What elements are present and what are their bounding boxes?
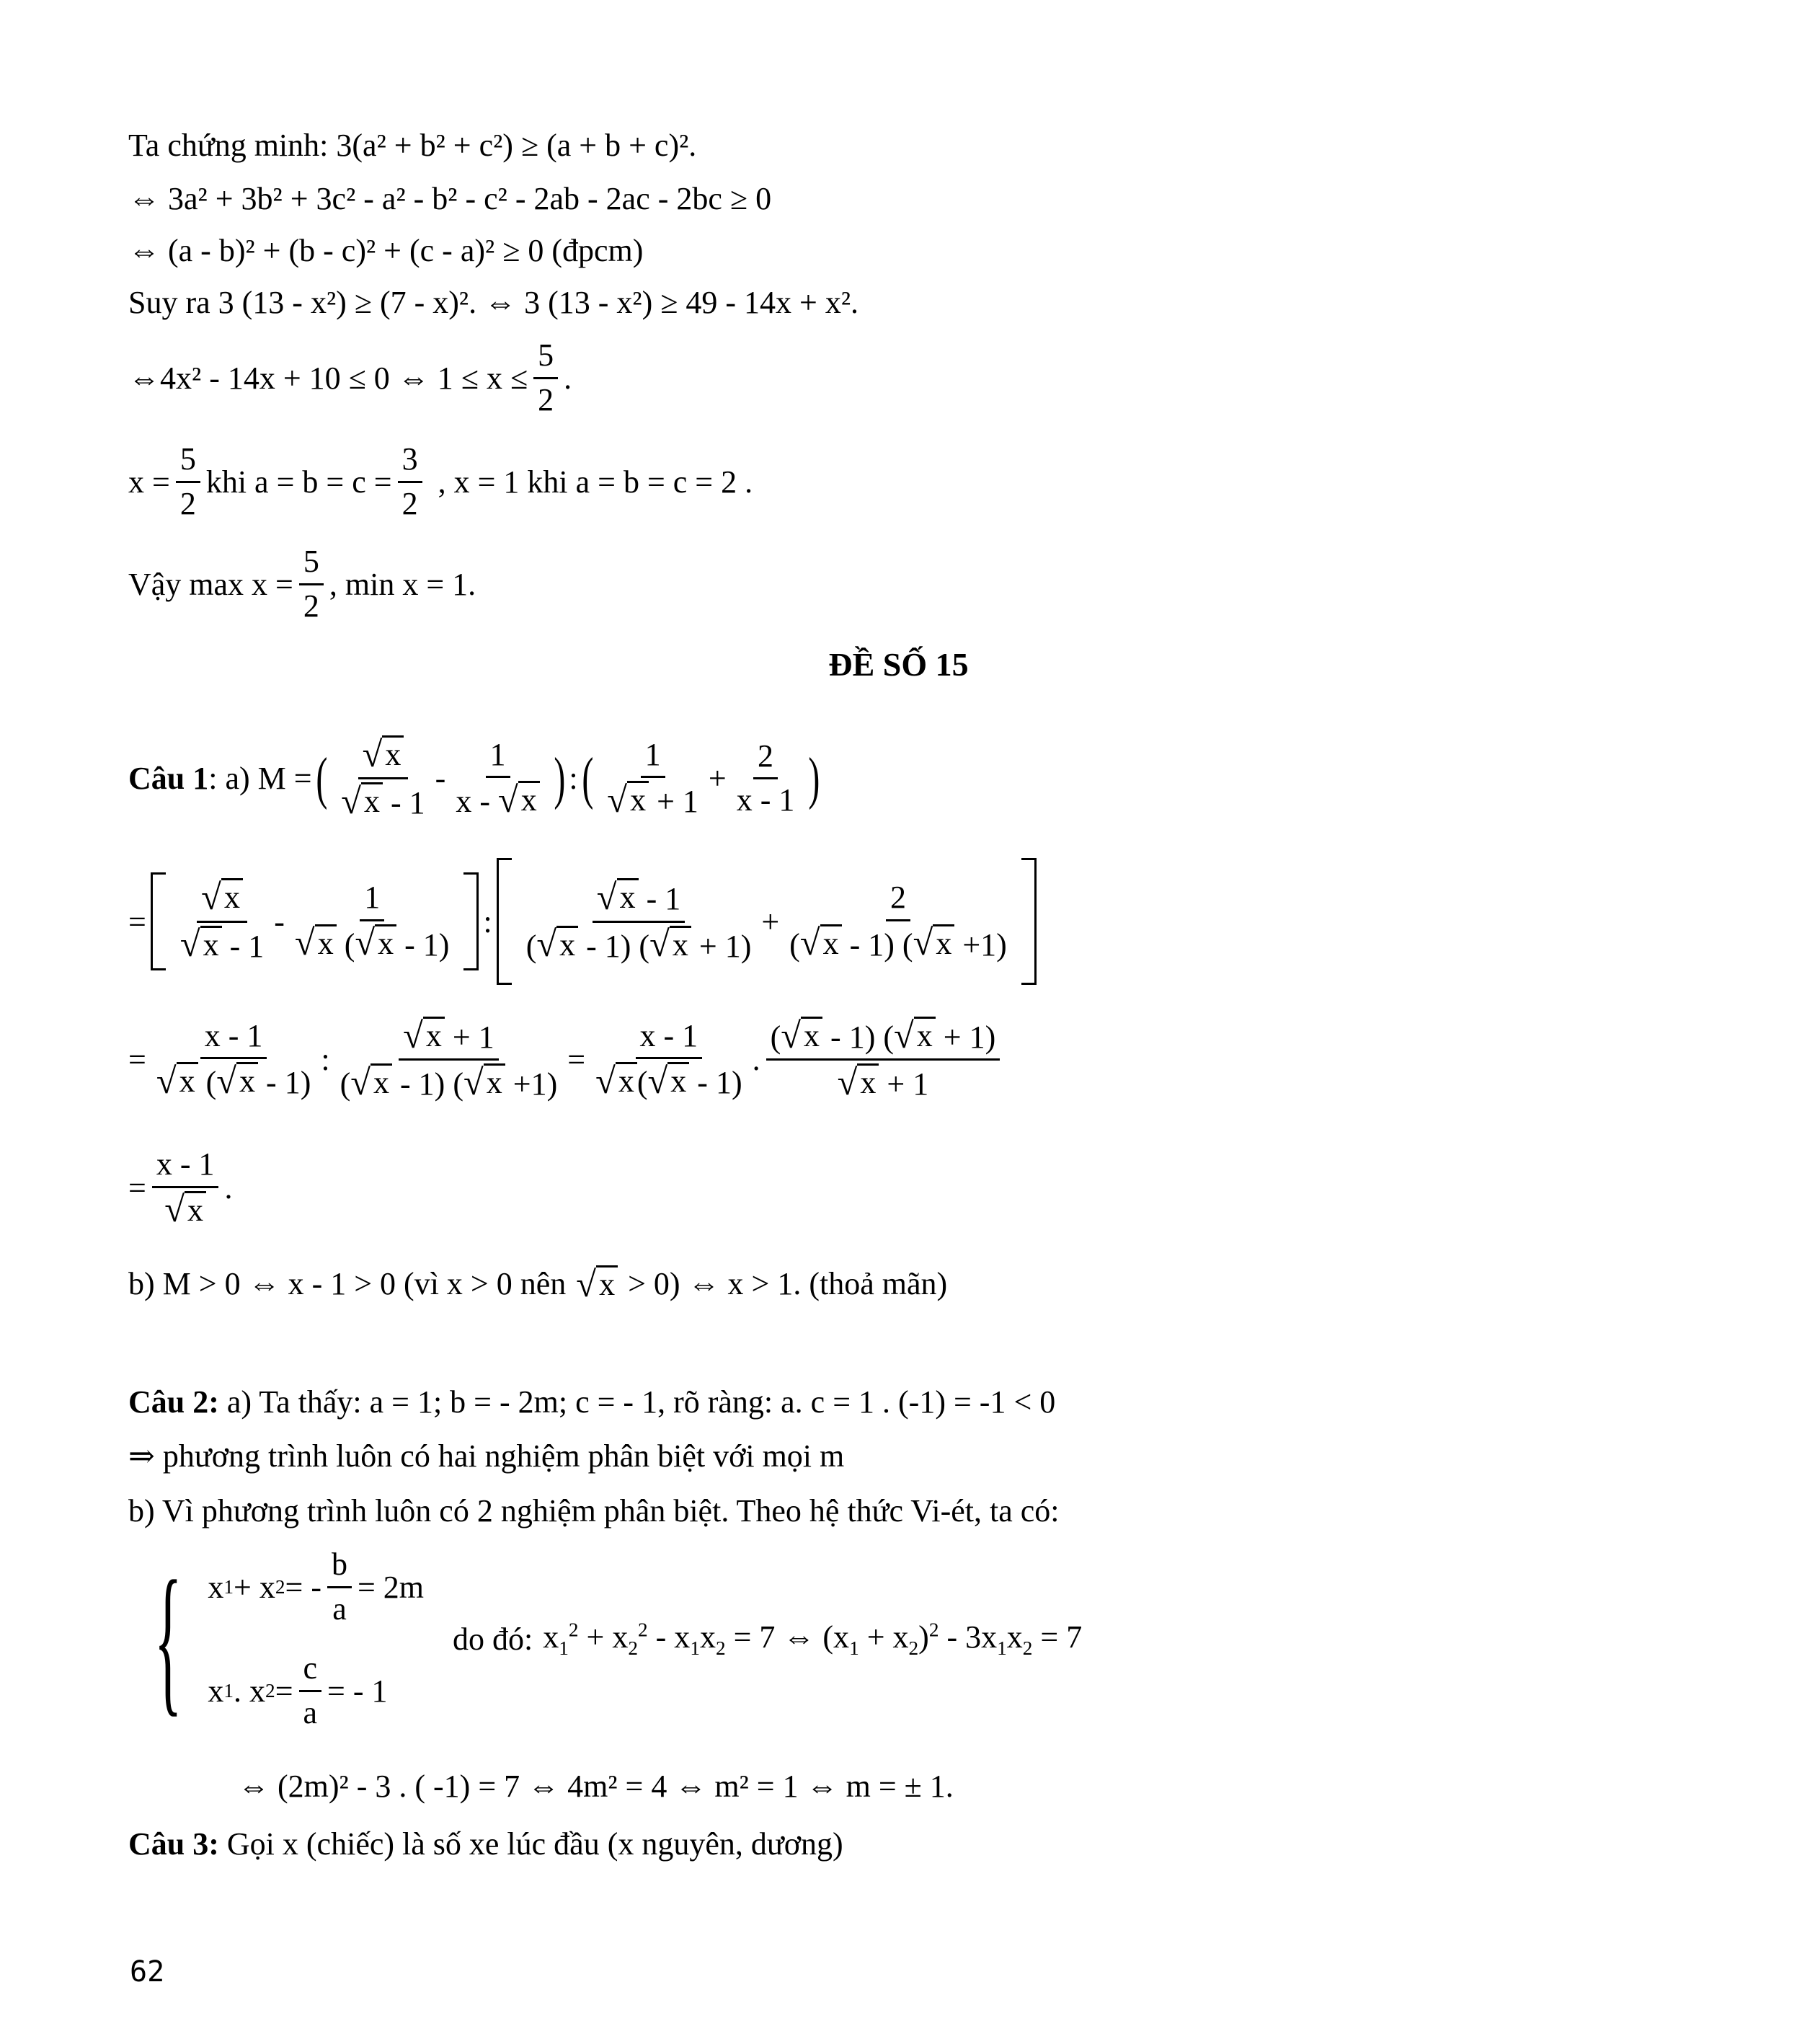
text-line: ⇒ phương trình luôn có hai nghiệm phân biệt với mọi m	[128, 1438, 845, 1474]
fraction: 1 x - √ x	[451, 737, 543, 820]
fraction: x - 1 √ x ( √ x - 1)	[156, 1017, 311, 1102]
text-line: b) Vì phương trình luôn có 2 nghiệm phân biệt. Theo hệ thức Vi-ét, ta có:	[128, 1493, 1060, 1528]
text-line	[128, 1381, 1055, 1424]
text-fragment: ⇔4x² - 14x + 10 ≤ 0 ⇔ 1 ≤ x ≤	[128, 360, 528, 396]
text-fragment: , x = 1 khi a = b = c = 2 .	[438, 464, 753, 500]
equation-line: = √ x √ x - 1 - 1 √ x ( √ x - 1) : √ x - 1 ( √ x - 1) ( √ x + 1) + 2 ( √ x - 1) ( √ x +1)	[128, 858, 1041, 985]
fraction: $\frac{5}{2}$	[176, 441, 200, 522]
text-fragment: Vậy max x =	[128, 566, 293, 602]
text-fragment: Gọi x (chiếc) là số xe lúc đầu (x nguyên, dương)	[226, 1826, 843, 1862]
equation-line: = x - 1 √ x ( √ x - 1) : √ x + 1 ( √ x - 1) ( √ x +1) = x - 1 √ x ( √ x - 1) . ( √ x - 1) ( √ x + 1) √ x + 1	[128, 1017, 1006, 1103]
text-line: ⇔ (a - b)² + (b - c)² + (c - a)² ≥ 0 (đpcm)	[128, 233, 644, 268]
page-number: 62	[130, 1955, 165, 1988]
fraction: √ x + 1 ( √ x - 1) ( √ x +1)	[340, 1014, 558, 1103]
fraction: √ x √ x - 1	[341, 733, 425, 822]
text-line: Ta chứng minh: 3(a² + b² + c²) ≥ (a + b + c)².	[128, 128, 697, 163]
equation-line	[128, 337, 572, 418]
fraction: $\frac{2}{x - 1}$	[736, 738, 795, 818]
fraction: $\frac{5}{2}$	[299, 544, 324, 624]
fraction: 1 √ x + 1	[607, 736, 698, 820]
equation-line: Câu 1 : a) M = ( √ x √ x - 1 - 1 x - √ x ) : ( 1 √ x + 1 + $\frac{2}{x - 1}$ )	[128, 733, 820, 822]
text-line	[128, 1823, 843, 1866]
text-line: ⇔ 3a² + 3b² + 3c² - a² - b² - c² - 2ab - 2ac - 2bc ≥ 0	[128, 181, 772, 216]
text-fragment: > 0) ⇔ x > 1. (thoả mãn)	[628, 1266, 948, 1302]
fraction: $\frac{3}{2}$	[398, 441, 422, 522]
question-label: Câu 3:	[128, 1826, 219, 1862]
fraction: ( √ x - 1) ( √ x + 1) √ x + 1	[766, 1017, 1000, 1103]
equation-line	[128, 441, 753, 522]
text-fragment: b) M > 0 ⇔ x - 1 > 0 (vì x > 0 nên	[128, 1266, 567, 1302]
text-line: ⇔ (2m)² - 3 . ( -1) = 7 ⇔ 4m² = 4 ⇔ m² = 1 ⇔ m = ± 1.	[238, 1769, 954, 1804]
text-fragment: a) Ta thấy: a = 1; b = - 2m; c = - 1, rõ ràng: a. c = 1 . (-1) = -1 < 0	[226, 1384, 1056, 1420]
equation-line: = x - 1 √ x .	[128, 1146, 233, 1230]
fraction: 1 √ x ( √ x - 1)	[294, 880, 450, 963]
fraction: $\frac{5}{2}$	[533, 337, 558, 418]
fraction: √ x - 1 ( √ x - 1) ( √ x + 1)	[525, 876, 752, 965]
fraction: 2 ( √ x - 1) ( √ x +1)	[789, 880, 1007, 963]
text-fragment: : a) M =	[208, 761, 312, 797]
vieta-system: { x 1 + x 2 = - $\frac{b}{a}$ = 2m x 1 . x 2 = $\frac{c}{a}$ = - 1 do đó: $x_1^2 + x_2^2 - x_1x_2 = 7$ ⇔ $(x_1 + x_2)^2 - 3x_1x_2 = 7$	[154, 1547, 1083, 1731]
question-label: Câu 1	[128, 761, 209, 797]
equation-line: b) M > 0 ⇔ x - 1 > 0 (vì x > 0 nên √ x > 0) ⇔ x > 1. (thoả mãn)	[128, 1263, 948, 1304]
equation-line	[128, 544, 476, 624]
text-fragment: , min x = 1.	[329, 566, 476, 602]
fraction: x - 1 √ x	[152, 1146, 219, 1230]
text-fragment: .	[564, 360, 572, 396]
text-line: Suy ra 3 (13 - x²) ≥ (7 - x)². ⇔ 3 (13 - x²) ≥ 49 - 14x + x².	[128, 285, 859, 320]
fraction: √ x √ x - 1	[179, 876, 265, 965]
fraction: x - 1 √ x ( √ x - 1)	[595, 1017, 742, 1102]
question-label: Câu 2:	[128, 1384, 219, 1420]
text-fragment: do đó:	[453, 1621, 533, 1657]
section-title: ĐỀ SỐ 15	[828, 646, 969, 683]
text-fragment: khi a = b = c =	[205, 464, 392, 500]
text-fragment: x =	[128, 464, 170, 500]
